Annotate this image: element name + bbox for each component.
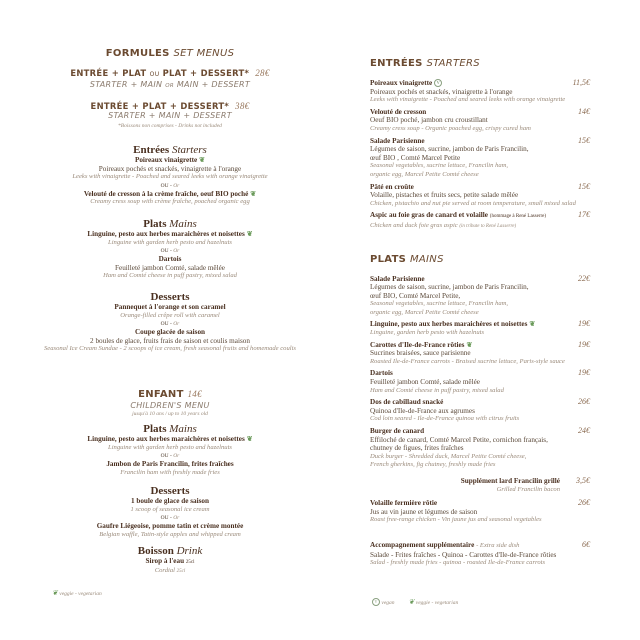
dish-english	[370, 200, 590, 209]
en-text: Creamy cress soup - Organic poached egg, crispy cured ham	[370, 124, 531, 132]
dish-description: chutney de figues, frites fraîches	[370, 444, 464, 453]
price: 19€	[578, 319, 590, 329]
left-column	[30, 48, 310, 598]
dish-english	[370, 461, 590, 470]
course-heading	[30, 218, 310, 230]
dish-description: 2 boules de glace, fruits frais de saison et coulis maison	[90, 336, 250, 345]
or-en: Or	[173, 182, 180, 189]
or-fr: OU -	[160, 515, 172, 522]
dish-name-text: Linguine, pesto aux herbes maraichères et noisettes	[87, 434, 245, 443]
dish-name-text: Pâté en croûte	[370, 182, 414, 191]
dish-name-text: Linguine, pesto aux herbes maraichères et noisettes	[87, 229, 245, 238]
title-fr: PLATS	[370, 253, 407, 265]
formula-1	[30, 68, 310, 80]
heading-fr: Desserts	[150, 290, 190, 303]
heading-fr: Boisson	[137, 544, 174, 557]
dish-name	[30, 557, 310, 568]
dish-name-text: Volaille fermière rôtie	[370, 499, 438, 508]
or-separator	[30, 320, 310, 328]
size: 25cl	[176, 569, 186, 575]
menu-item	[370, 275, 590, 318]
or-word: OR	[165, 83, 174, 89]
size: 25cl	[185, 559, 195, 565]
title-en: MAINS	[409, 253, 444, 265]
menu-item	[370, 211, 590, 231]
dish-english	[30, 312, 310, 321]
veggie-leaf-icon: ❦	[199, 156, 206, 164]
en-text: Seasonal vegetables, sucrine lettuce, Francilin ham,	[370, 300, 509, 308]
menu-item	[370, 541, 590, 568]
dish-name	[30, 156, 310, 165]
dish-name-text: Dos de cabillaud snacké	[370, 398, 444, 407]
en-a: STARTER + MAIN	[89, 80, 163, 89]
name-en: - Extra side dish	[476, 541, 520, 549]
en-text: Belgian waffle, Tatin-style apples and whipped cream	[99, 531, 241, 539]
course-heading	[30, 291, 310, 303]
veggie-leaf-icon: ❦	[250, 189, 257, 198]
dish-name-text: Velouté de cresson à la crème fraîche, oeuf BIO poché	[83, 189, 249, 198]
dish-english	[370, 125, 590, 134]
or-fr: OU -	[160, 321, 172, 328]
dish-name	[30, 435, 310, 444]
dish-name-text: Jambon de Paris Francilin, frites fraîches	[106, 460, 234, 469]
set-menus-title	[30, 48, 310, 60]
menu-item	[370, 369, 590, 395]
dish-name-text: Coupe glacée de saison	[134, 328, 206, 337]
dish-description: Poireaux pochés et snackés, vinaigrette à l'orange	[370, 87, 513, 96]
dish-name	[370, 398, 590, 407]
or-word: OU	[149, 71, 160, 78]
formula-a: ENTRÉE + PLAT	[70, 68, 147, 78]
dish-name	[370, 341, 590, 350]
dish-description: Feuilleté jambon Comté, salade mêlée	[370, 378, 480, 387]
veggie-leaf-icon: ❦	[408, 597, 415, 606]
dish-description: Sucrines braisées, sauce parisienne	[370, 349, 471, 358]
dish-english	[370, 453, 590, 462]
heading-en: Mains	[169, 217, 197, 230]
en-text: Seasonal vegetables, sucrine lettuce, Francilin ham,	[370, 162, 509, 170]
or-separator	[30, 182, 310, 190]
vegan-icon: V	[434, 79, 442, 87]
heading-fr: Entrées	[133, 144, 170, 156]
course-section	[30, 291, 310, 354]
price: 6€	[582, 539, 590, 549]
dish-description: Légumes de saison, sucrine, jambon de Paris Francilin,	[370, 283, 529, 292]
price: 11,5€	[572, 78, 590, 87]
dish-name	[30, 190, 310, 199]
legend-veggie	[50, 589, 310, 598]
price: 3,5€	[576, 475, 590, 485]
price: 24€	[578, 426, 590, 435]
dish-english	[30, 444, 310, 453]
children-title	[30, 388, 310, 401]
dish-english	[370, 96, 590, 105]
formula-2-en: STARTER + MAIN + DESSERT	[108, 111, 232, 120]
or-separator	[30, 514, 310, 522]
dish-english	[30, 345, 310, 354]
dish-english	[370, 486, 590, 495]
dish-name-text: Accompagnement supplémentaire	[370, 540, 475, 549]
en-text: Roasted Ile-de-France carrots - Braised sucrine lettuce, Paris-style sauce	[370, 357, 565, 365]
dish-english	[370, 358, 590, 367]
dish-name	[370, 427, 590, 436]
children-menu-header	[30, 388, 310, 418]
en-text: Linguine with garden herb pesto and hazelnuts	[108, 238, 232, 246]
heading-en: Drink	[176, 544, 203, 557]
dish-name-text: Salade Parisienne	[370, 136, 425, 145]
price: 26€	[578, 397, 590, 407]
dish-name	[370, 541, 590, 551]
or-en: Or	[173, 515, 180, 522]
veggie-leaf-icon: ❦	[52, 588, 58, 597]
dish-description: œuf BIO, Comté Marcel Petite,	[370, 291, 461, 300]
dish-name-text: Dartois	[370, 369, 393, 378]
dish-name	[370, 275, 590, 284]
dish-english	[370, 162, 590, 171]
dish-name-text: Velouté de cresson	[370, 107, 427, 116]
en-b: MAIN + DESSERT	[176, 80, 251, 89]
menu-item	[370, 477, 590, 494]
heading-fr: Plats	[143, 422, 167, 435]
dish-name-text: Burger de canard	[370, 427, 425, 435]
dish-english	[370, 516, 590, 525]
price: 14€	[578, 106, 590, 116]
en-text: Cordial	[154, 567, 175, 575]
dish-name-text: Linguine, pesto aux herbes maraichères et noisettes	[370, 320, 528, 329]
en-text: Ham and Comté cheese in puff pastry, mixed salad	[103, 272, 237, 280]
dish-english	[30, 272, 310, 281]
or-fr: OU -	[160, 453, 172, 460]
title-en: SET MENUS	[173, 48, 235, 59]
heading-en: Starters	[171, 144, 207, 156]
en-text: Chicken, pistachio and nut pie served at room temperature, small mixed salad	[370, 199, 576, 207]
en-text: organic egg, Marcel Petite Comté cheese	[370, 170, 479, 178]
section-title	[370, 58, 590, 70]
dish-name	[30, 230, 310, 239]
en-text: Roast free-range chicken - Vin jaune jus and seasonal vegetables	[370, 516, 542, 524]
menu-item	[370, 79, 590, 105]
legend-vegan: vegan	[381, 599, 395, 606]
veggie-leaf-icon: ❦	[529, 320, 536, 329]
dish-english	[30, 531, 310, 540]
en-text: Ham and Comté cheese in puff pastry, mixed salad	[370, 386, 504, 394]
dish-english	[30, 198, 310, 207]
menu-item	[370, 499, 590, 525]
dish-description: Effiloché de canard, Comté Marcel Petite, cornichon français,	[370, 435, 548, 444]
dish-name	[370, 211, 590, 222]
children-title-en: CHILDREN'S MENU	[130, 400, 210, 410]
en-text: Orange-filled crêpe roll with caramel	[120, 311, 220, 319]
course-section	[30, 218, 310, 281]
course-section	[30, 485, 310, 539]
title-fr: FORMULES	[105, 48, 170, 59]
dish-description: Oeuf BIO poché, jambon cru croustillant	[370, 116, 488, 125]
or-fr: OU -	[160, 248, 172, 255]
en-text: French gherkins, fig chutney, freshly made fries	[370, 461, 496, 469]
price: 17€	[578, 210, 590, 220]
drinks-note: *Boissons non comprises - Drinks not included	[118, 123, 222, 129]
dish-english	[30, 469, 310, 478]
dish-name	[30, 303, 310, 312]
en-text: 1 scoop of seasonal ice cream	[130, 505, 210, 513]
menu-item	[370, 320, 590, 337]
or-en: Or	[173, 321, 180, 328]
dish-english	[370, 171, 590, 180]
dish-english	[370, 329, 590, 338]
dish-name-text: Carottes d'Ile-de-France rôties	[370, 340, 465, 349]
dish-name-text: Salade Parisienne	[370, 274, 425, 283]
dish-name	[30, 522, 310, 531]
age-note: jusqu'à 10 ans / up to 10 years old	[132, 410, 208, 417]
en-note: (in tribute to René Lasserre)	[459, 223, 517, 229]
course-section	[30, 545, 310, 577]
heading-en: Mains	[169, 422, 197, 435]
title-en: STARTERS	[426, 58, 480, 69]
vegan-icon: V	[372, 598, 380, 606]
course-heading	[30, 485, 310, 497]
legend-text: veggie - vegetarian	[59, 590, 102, 597]
formula-price: 28€	[255, 68, 270, 78]
price: 22€	[578, 273, 590, 283]
dish-name-text: Dartois	[158, 255, 182, 264]
formula-price: 38€	[235, 101, 250, 111]
dish-name	[370, 79, 590, 88]
dish-english	[370, 222, 590, 232]
dish-name-text: Pannequet à l'orange et son caramel	[114, 302, 226, 311]
course-heading	[30, 545, 310, 557]
dish-english	[370, 559, 590, 568]
or-en: Or	[173, 248, 180, 255]
dish-name-text: Supplément lard Francilin grillé	[460, 476, 560, 485]
dish-name-text: Gaufre Liégeoise, pomme tatin et crème montée	[96, 522, 244, 531]
menu-item	[370, 427, 590, 470]
formula-b: PLAT + DESSERT*	[162, 68, 250, 78]
dish-description: Poireaux pochés et snackés, vinaigrette à l'orange	[98, 164, 242, 173]
children-price: 14€	[187, 388, 202, 399]
en-text: Linguine, garden herb pesto with hazelnuts	[370, 329, 485, 337]
en-text: Grilled Francilin bacon	[496, 485, 560, 493]
dish-english	[30, 567, 310, 577]
en-text: Linguine with garden herb pesto and hazelnuts	[108, 443, 232, 451]
en-text: Cod loin seared - Ile-de-France quinoa with citrus fruits	[370, 415, 520, 423]
course-heading	[30, 144, 310, 156]
dish-description: œuf BIO , Comté Marcel Petite	[370, 153, 461, 162]
dish-name	[30, 460, 310, 469]
en-text: Leeks with vinaigrette - Poached and seared leeks with orange vinaigrette	[370, 96, 566, 104]
menu-item	[370, 183, 590, 209]
dish-name-text: Poireaux vinaigrette	[370, 79, 433, 87]
legend	[370, 598, 590, 607]
en-text: Chicken and duck foie gras aspic	[370, 221, 458, 229]
dish-name	[370, 320, 590, 329]
menu-item	[370, 341, 590, 367]
en-text: Duck burger - Shredded duck, Marcel Petite Comté cheese,	[370, 452, 527, 460]
dish-name-text: 1 boule de glace de saison	[130, 497, 210, 506]
veggie-leaf-icon: ❦	[466, 340, 473, 349]
dish-description: Volaille, pistaches et fruits secs, petite salade mêlée	[370, 191, 519, 200]
formula-1-en	[30, 80, 310, 91]
dish-english	[370, 309, 590, 318]
dish-name	[370, 137, 590, 146]
veggie-leaf-icon: ❦	[246, 229, 253, 238]
dish-name-text: Poireaux vinaigrette	[134, 156, 198, 164]
dish-english	[370, 387, 590, 396]
dish-description: Quinoa d'Ile-de-France aux agrumes	[370, 406, 475, 415]
price: 19€	[578, 339, 590, 349]
name-note: (hommage à René Lasserre)	[489, 214, 547, 220]
formula-2	[30, 101, 310, 111]
section-title	[370, 254, 590, 266]
price: 19€	[578, 368, 590, 378]
dish-name	[30, 497, 310, 506]
dish-description: Feuilleté jambon Comté, salade mêlée	[115, 263, 225, 272]
dish-english	[30, 173, 310, 182]
dish-name-text: Sirop à l'eau	[145, 556, 185, 565]
heading-fr: Plats	[143, 217, 167, 230]
menu-item	[370, 108, 590, 134]
dish-description: Légumes de saison, sucrine, jambon de Paris Francilin,	[370, 145, 529, 154]
price: 26€	[578, 498, 590, 508]
course-section	[30, 423, 310, 477]
en-text: Seasonal Ice Cream Sundae - 2 scoops of ice cream, fresh seasonal fruits and homemade coulis	[44, 345, 296, 353]
course-section	[30, 144, 310, 207]
dish-name-text: Aspic au foie gras de canard et volaille	[370, 211, 488, 220]
dish-description: Salade - Frites fraîches - Quinoa - Carottes d'Ile-de-France rôties	[370, 550, 557, 559]
dish-name	[370, 477, 590, 486]
course-heading	[30, 423, 310, 435]
or-separator	[30, 452, 310, 460]
dish-english	[370, 300, 590, 309]
dish-name	[30, 328, 310, 337]
title-fr: ENTRÉES	[370, 58, 423, 69]
veggie-leaf-icon: ❦	[246, 434, 253, 443]
dish-english	[370, 415, 590, 424]
en-text: organic egg, Marcel Petite Comté cheese	[370, 308, 479, 316]
dish-english	[30, 506, 310, 515]
en-text: Francilin ham with freshly made fries	[120, 468, 220, 476]
price: 15€	[578, 181, 590, 191]
en-text: Leeks with vinaigrette - Poached and seared leeks with orange vinaigrette	[72, 173, 268, 181]
or-en: Or	[173, 453, 180, 460]
dish-name	[370, 183, 590, 192]
or-fr: OU -	[160, 182, 172, 189]
or-separator	[30, 247, 310, 255]
dish-english	[30, 239, 310, 248]
en-text: Salad - freshly made fries - quinoa - roasted Ile-de-France carrots	[370, 559, 546, 567]
formula-a: ENTRÉE + PLAT + DESSERT*	[90, 101, 230, 111]
heading-fr: Desserts	[150, 485, 190, 498]
dish-description: Jus au vin jaune et légumes de saison	[370, 507, 478, 516]
set-menus-block	[30, 48, 310, 130]
dish-name	[370, 369, 590, 378]
dish-name	[370, 499, 590, 508]
right-column	[370, 58, 590, 607]
dish-name	[30, 255, 310, 264]
menu-item	[370, 137, 590, 180]
legend-veggie: veggie - vegetarian	[415, 599, 459, 606]
title-fr: ENFANT	[138, 388, 184, 400]
price: 15€	[578, 135, 590, 145]
dish-name	[370, 108, 590, 117]
en-text: Creamy cress soup with crème fraîche, poached organic egg	[90, 198, 250, 206]
menu-item	[370, 398, 590, 424]
